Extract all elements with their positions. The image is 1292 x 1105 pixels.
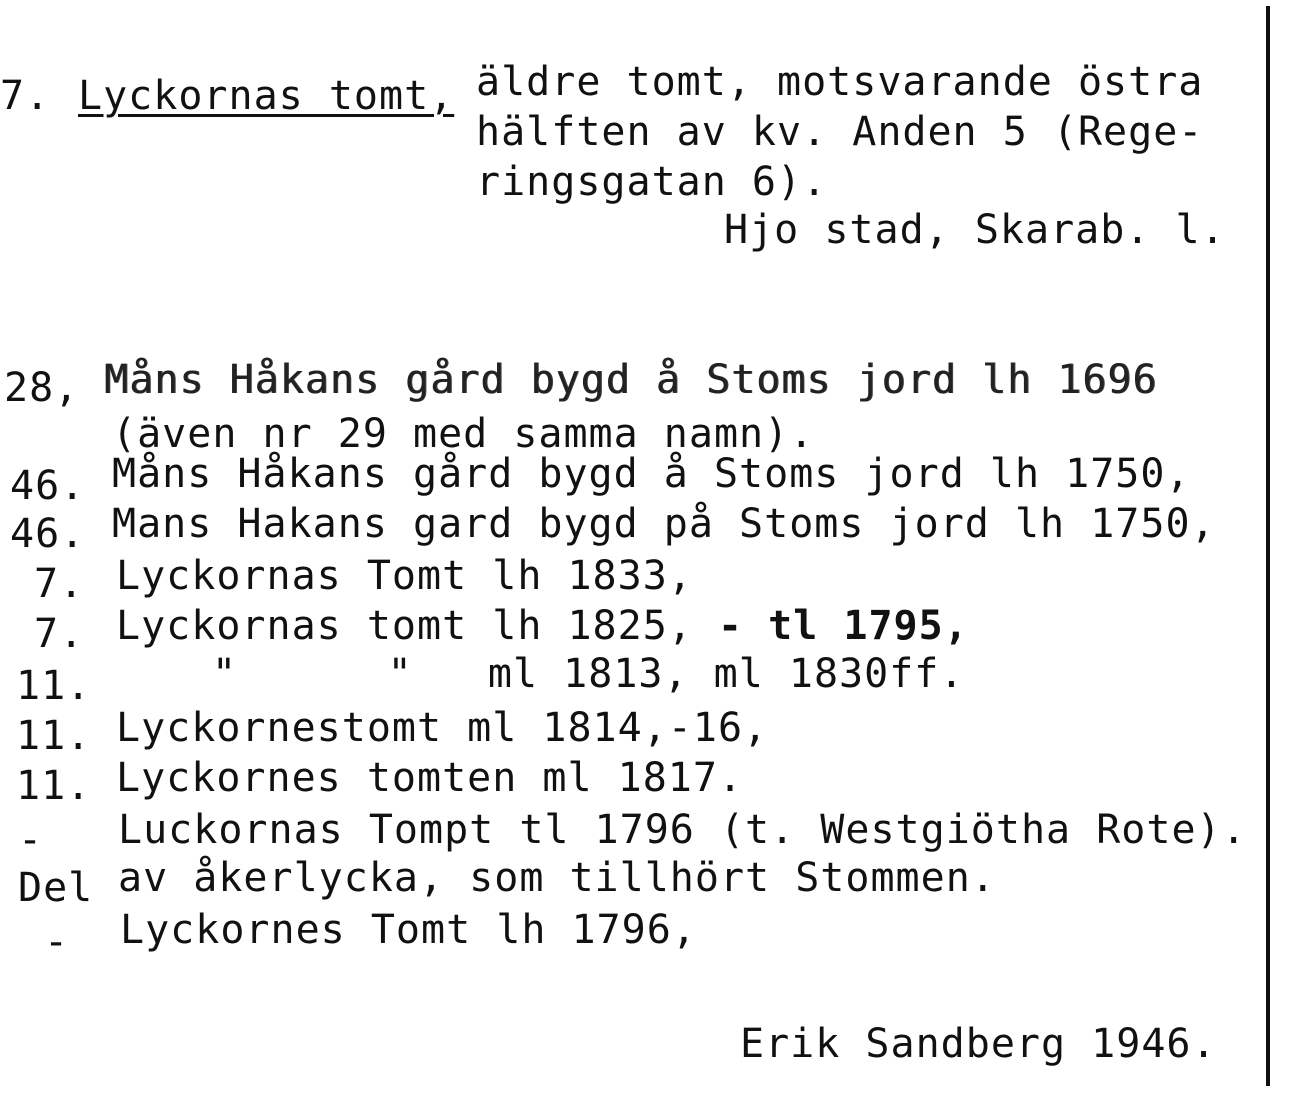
- entry-num-3: 46.: [10, 511, 86, 557]
- entry-num-11: -: [44, 919, 70, 965]
- entry-text-5: Lyckornas tomt lh 1825, - tl 1795,: [116, 603, 969, 649]
- entry-text-4: Lyckornas Tomt lh 1833,: [116, 553, 693, 599]
- entry-text-8: Lyckornes tomten ml 1817.: [116, 755, 744, 801]
- entry-num-5: 7.: [34, 611, 85, 657]
- entry-text-9: Luckornas Tompt tl 1796 (t. Westgiötha Rote).: [118, 807, 1247, 853]
- entry-num-2: 46.: [10, 463, 86, 509]
- entry-text-10: av åkerlycka, som tillhört Stommen.: [118, 855, 996, 901]
- entry-text-6: " " ml 1813, ml 1830ff.: [212, 651, 965, 697]
- entry-num-9: -: [18, 817, 44, 863]
- entry-num-10: Del: [18, 865, 94, 911]
- entry-text-2: Måns Håkans gård bygd å Stoms jord lh 1750,: [112, 451, 1191, 497]
- entry-num-8: 11.: [16, 763, 92, 809]
- header-number: 7.: [0, 73, 51, 119]
- entry-text-3: Mans Hakans gard bygd på Stoms jord lh 1750,: [112, 501, 1216, 547]
- entry-num-4: 7.: [34, 561, 85, 607]
- entry-text-0: Måns Håkans gård bygd å Stoms jord lh 1696: [104, 357, 1158, 403]
- header-title: Lyckornas tomt,: [78, 73, 455, 119]
- entry-text-7: Lyckornestomt ml 1814,-16,: [116, 705, 769, 751]
- header-line-1: äldre tomt, motsvarande östra: [476, 59, 1204, 105]
- entry-num-0: 28,: [4, 365, 80, 411]
- header-location: Hjo stad, Skarab. l.: [724, 207, 1226, 253]
- entry-num-7: 11.: [16, 713, 92, 759]
- entry-text-5-bold: - tl 1795,: [692, 603, 969, 649]
- header-line-2: hälften av kv. Anden 5 (Rege-: [476, 109, 1204, 155]
- entry-num-6: 11.: [16, 663, 92, 709]
- header-line-3: ringsgatan 6).: [476, 159, 828, 205]
- entry-text-11: Lyckornes Tomt lh 1796,: [120, 907, 697, 953]
- entry-text-1: (även nr 29 med samma namn).: [112, 411, 815, 457]
- signature: Erik Sandberg 1946.: [740, 1021, 1217, 1067]
- card-edge: [1266, 6, 1270, 1086]
